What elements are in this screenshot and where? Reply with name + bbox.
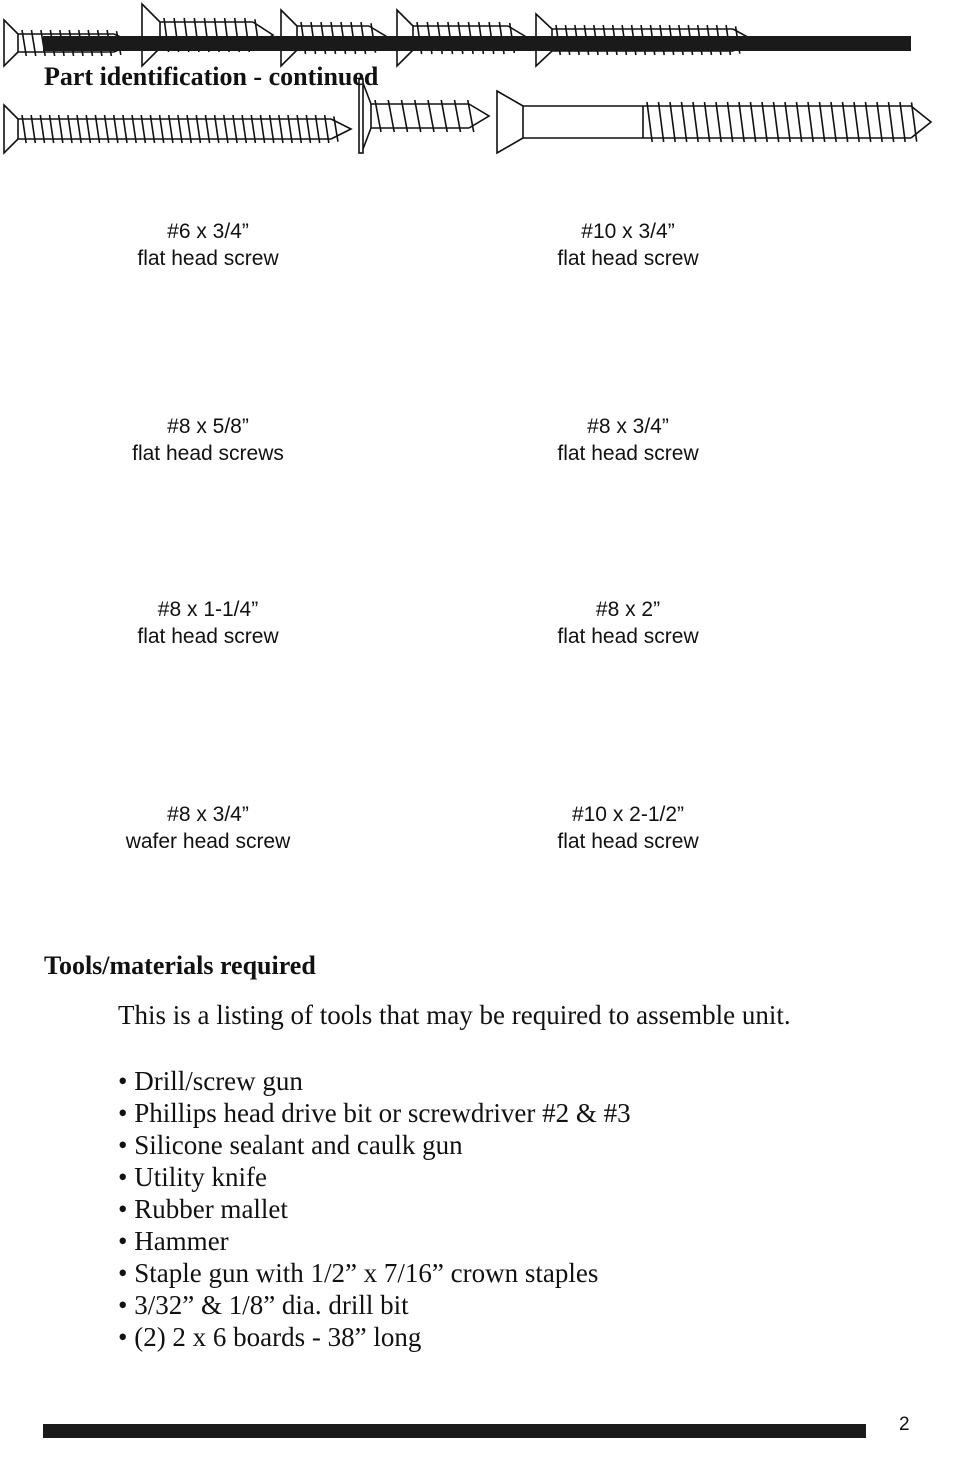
list-item: • Staple gun with 1/2” x 7/16” crown staples [118,1258,599,1288]
part-name: flat head screw [557,442,699,465]
part-name: flat head screw [557,625,699,648]
list-item: • Phillips head drive bit or screwdriver #2 & #3 [118,1098,631,1128]
part-size: #6 x 3/4” [167,220,249,243]
list-item: • Rubber mallet [118,1194,288,1224]
part-caption [48,596,368,650]
part-name: flat head screw [557,247,699,270]
list-item: • Hammer [118,1226,229,1256]
part-caption [468,801,788,855]
page-number: 2 [899,1414,910,1435]
part-size: #8 x 2” [595,598,661,621]
screw-8-icon [493,87,935,157]
part-name: flat head screw [137,625,279,648]
part-size: #8 x 3/4” [587,415,669,438]
list-item: • Utility knife [118,1162,267,1192]
list-item: • 3/32” & 1/8” dia. drill bit [118,1290,409,1320]
part-caption [48,413,368,467]
tools-intro: This is a listing of tools that may be required to assemble unit. [118,1000,791,1030]
bottom-rule [43,1424,866,1438]
tools-list [118,1065,631,1353]
part-caption [48,218,368,272]
list-item: • Silicone sealant and caulk gun [118,1130,463,1160]
screw-2-icon [138,0,277,70]
part-caption [468,218,788,272]
part-name: flat head screw [137,247,279,270]
part-size: #10 x 2-1/2” [571,803,685,826]
part-size: #8 x 5/8” [167,415,249,438]
part-caption [48,801,368,855]
part-caption [468,413,788,467]
part-name: flat head screws [132,442,284,465]
part-name: flat head screw [557,830,699,853]
tools-heading: Tools/materials required [44,951,316,980]
part-size: #10 x 3/4” [581,220,675,243]
list-item: • Drill/screw gun [118,1066,303,1096]
part-caption [468,596,788,650]
part-name: wafer head screw [125,830,291,853]
list-item: • (2) 2 x 6 boards - 38” long [118,1322,422,1352]
parts-heading: Part identification - continued [44,62,379,91]
screw-6-icon [0,101,355,157]
top-rule [43,36,911,51]
part-size: #8 x 3/4” [167,803,249,826]
part-size: #8 x 1-1/4” [157,598,259,621]
